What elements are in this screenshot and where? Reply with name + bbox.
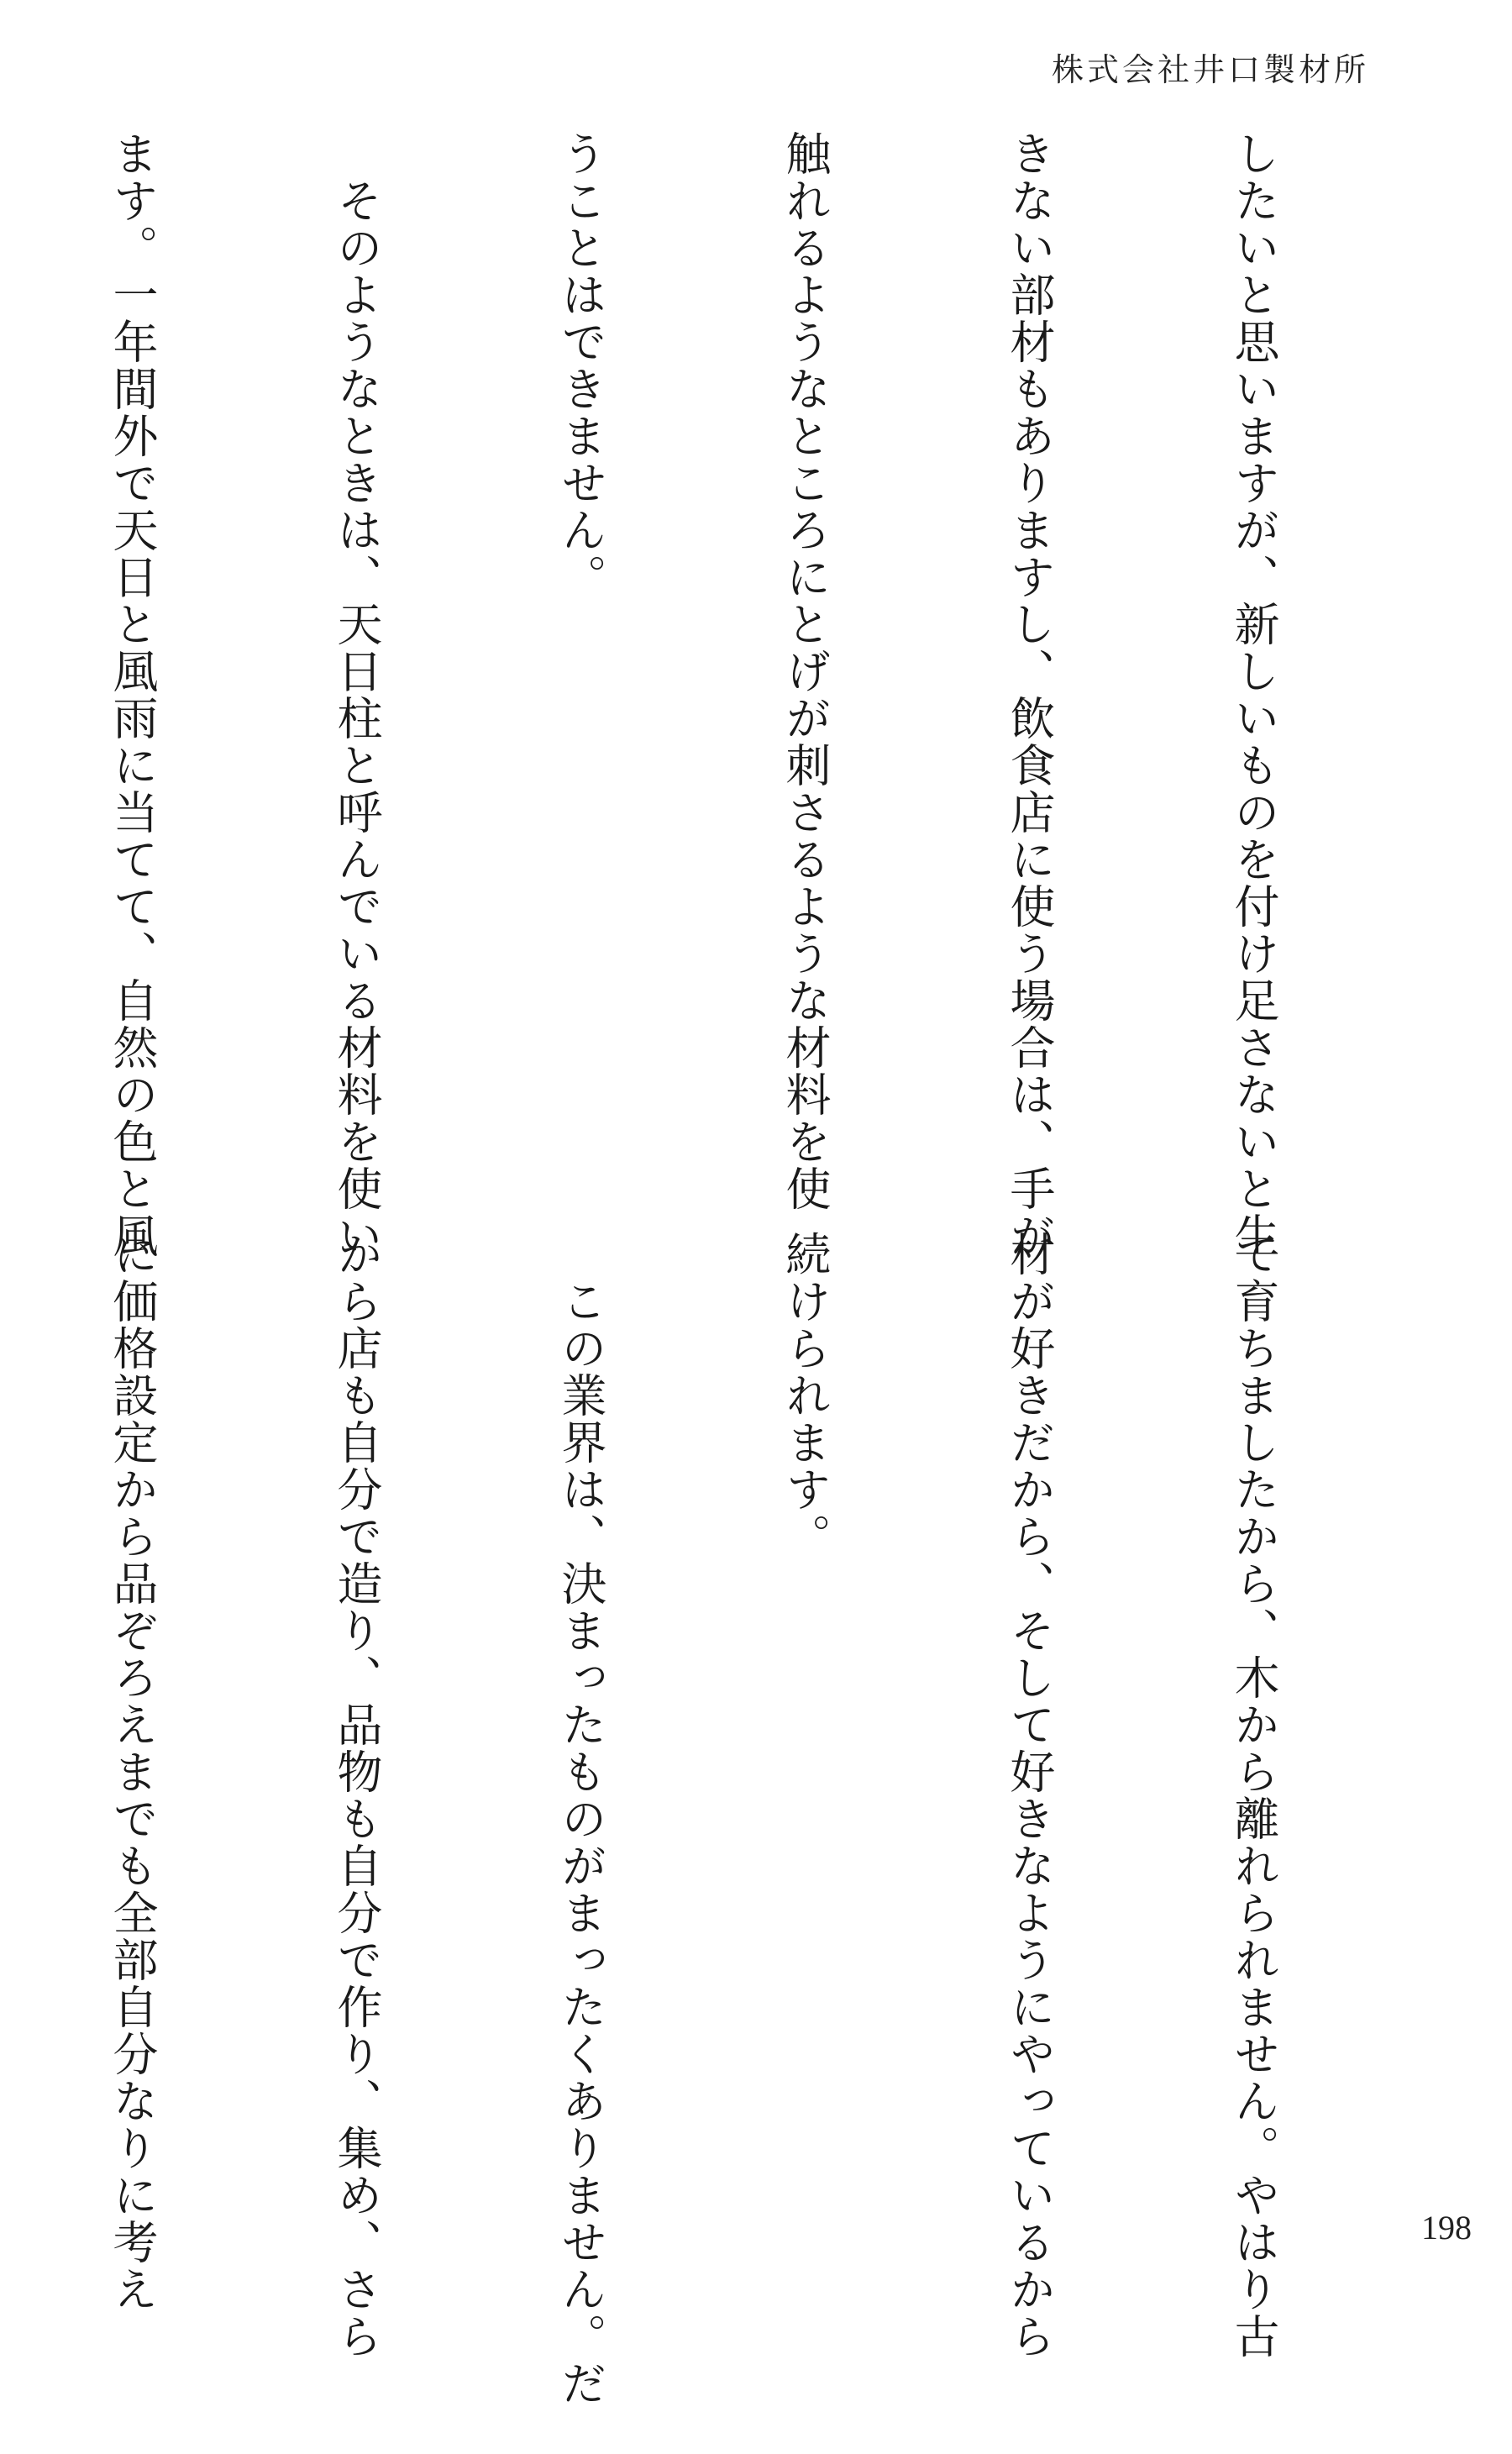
body-line: きない部材もありますし、飲食店に使う場合は、手が: [1003, 130, 1056, 1259]
running-head-title: 株式会社井口製材所: [1051, 51, 1369, 88]
body-line: ます。一年間外で天日と風雨に当てて、自然の色と風: [106, 130, 159, 1259]
body-line: したいと思いますが、新しいものを付け足さないと生: [1227, 130, 1280, 1259]
body-line: 触れるようなところにとげが刺さるような材料を使: [779, 130, 832, 1212]
body-line: 続けられます。: [779, 1231, 832, 1560]
upper-text-block: [46, 130, 1441, 1259]
body-line: に価格設定から品ぞろえまでも全部自分なりに考え: [106, 1231, 159, 2313]
page-number: 198: [1421, 2209, 1472, 2246]
body-line: そのようなときは、天日柱と呼んでいる材料を使い: [330, 130, 383, 1259]
body-line: て育ちましたから、木から離れられません。やはり古: [1227, 1231, 1280, 2360]
body-line: うことはできません。: [554, 130, 607, 601]
body-line: から店も自分で造り、品物も自分で作り、集め、さら: [330, 1231, 383, 2360]
body-line: この業界は、決まったものがまったくありません。だ: [554, 1231, 607, 2407]
body-line: 材が好きだから、そして好きなようにやっているから: [1003, 1231, 1056, 2360]
lower-text-block: [46, 1231, 1441, 2407]
